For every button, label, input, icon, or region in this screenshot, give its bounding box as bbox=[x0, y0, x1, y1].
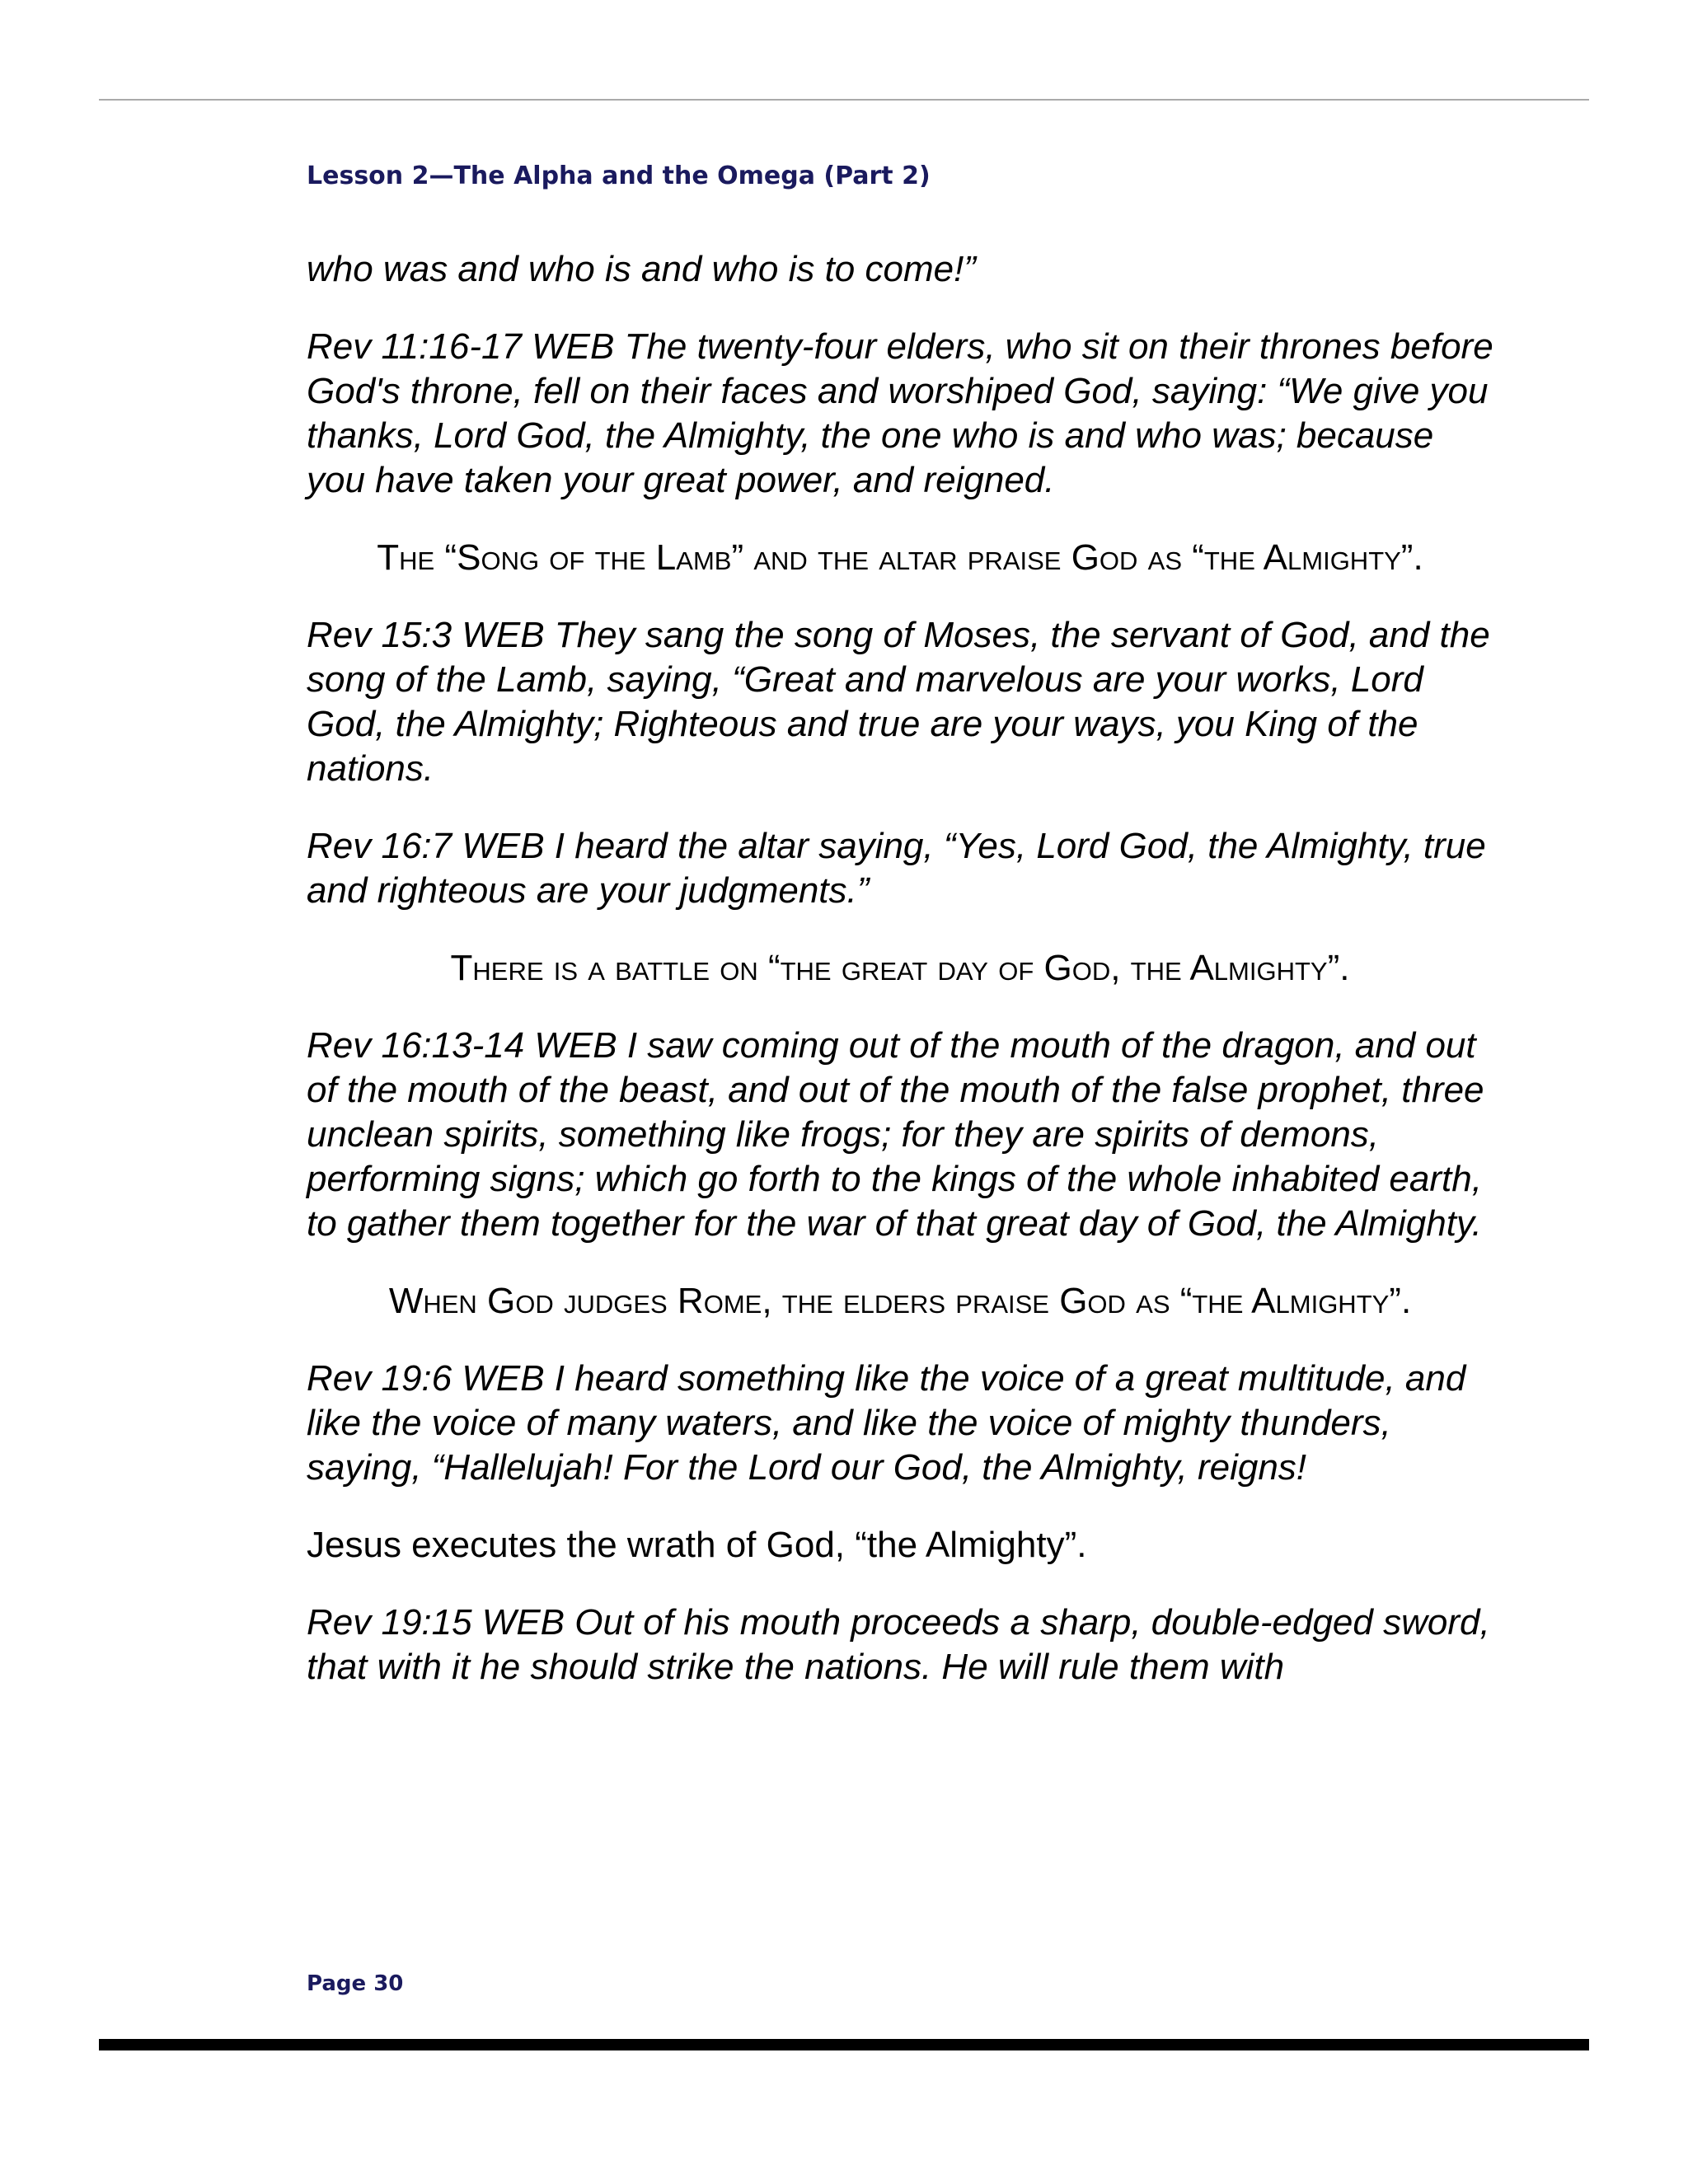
verse-rev-19-15: Rev 19:15 WEB Out of his mouth proceeds a sharp, double-edged sword, that with it he should strike the nations. He will rule them with bbox=[307, 1602, 1490, 1687]
page-number: Page 30 bbox=[307, 1971, 404, 1996]
paragraph-wrath: Jesus executes the wrath of God, “the Almighty”. bbox=[307, 1525, 1087, 1565]
section-heading-battle: There is a battle on “the great day of God, the Almighty”. bbox=[450, 948, 1350, 988]
verse-rev-15-3: Rev 15:3 WEB They sang the song of Moses, the servant of God, and the song of the Lamb, saying, “Great and marvelous are your works, Lord God, the Almighty; Righteous and true are your ways, you King of the nations. bbox=[307, 615, 1490, 789]
verse-rev-11-16: Rev 11:16-17 WEB The twenty-four elders, who sit on their thrones before God's throne, fell on their faces and worshiped God, saying: “We give you thanks, Lord God, the Almighty, the one who is and who was; because you have taken your great power, and reigned. bbox=[307, 326, 1493, 500]
section-heading-song-of-lamb: The “Song of the Lamb” and the altar praise God as “the Almighty”. bbox=[377, 537, 1423, 578]
header-rule bbox=[99, 99, 1589, 101]
running-header: Lesson 2—The Alpha and the Omega (Part 2) bbox=[307, 162, 931, 190]
verse-continuation: who was and who is and who is to come!” bbox=[307, 249, 976, 289]
verse-rev-19-6: Rev 19:6 WEB I heard something like the voice of a great multitude, and like the voice of many waters, and like the voice of mighty thunders, saying, “Hallelujah! For the Lord our God, the Almighty, reigns! bbox=[307, 1358, 1466, 1488]
verse-rev-16-7: Rev 16:7 WEB I heard the altar saying, “Yes, Lord God, the Almighty, true and righteous are your judgments.” bbox=[307, 826, 1486, 911]
verse-rev-16-13: Rev 16:13-14 WEB I saw coming out of the mouth of the dragon, and out of the mouth of the beast, and out of the mouth of the false prophet, three unclean spirits, something like frogs; for they are spirits of demons, performing signs; which go forth to the kings of the whole inhabited earth, to gather them together for the war of that great day of God, the Almighty. bbox=[307, 1025, 1484, 1244]
footer-rule bbox=[99, 2039, 1589, 2050]
section-heading-rome: When God judges Rome, the elders praise God as “the Almighty”. bbox=[388, 1281, 1412, 1321]
page-content bbox=[307, 247, 1493, 1722]
